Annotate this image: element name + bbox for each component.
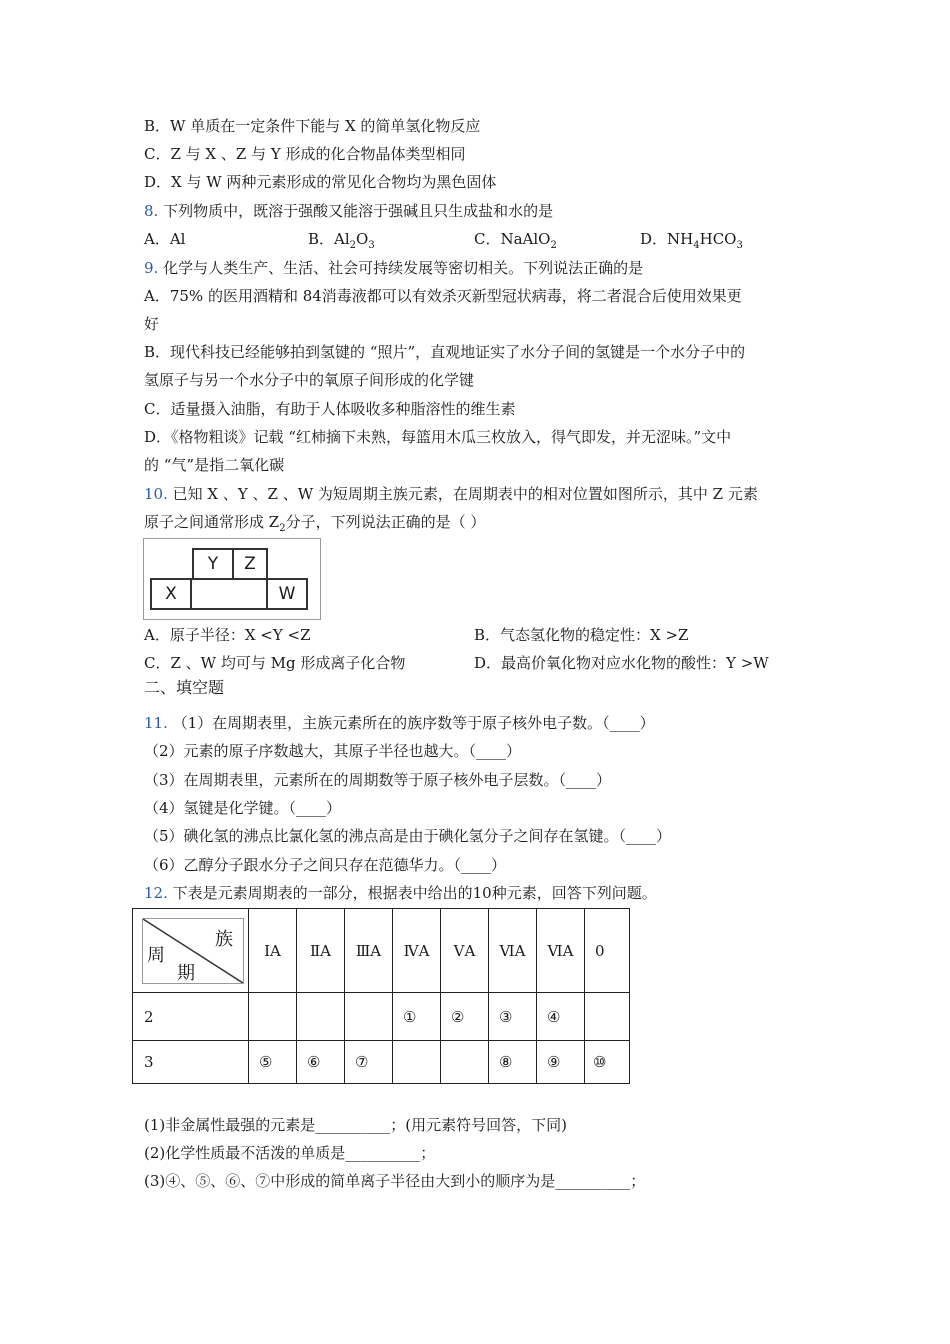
q9-option-b-line1: B．现代科技已经能够拍到氢键的 “照片”，直观地证实了水分子间的氢键是一个水分子中的 (144, 343, 746, 361)
q10-text: 已知 X 、Y 、Z 、W 为短周期主族元素，在周期表中的相对位置如图所示，其中 Z 元素 (167, 485, 758, 503)
q7-option-d: D．X 与 W 两种元素形成的常见化合物均为黑色固体 (144, 173, 497, 191)
q8-stem (144, 201, 553, 221)
q7-option-c: C．Z 与 X 、Z 与 Y 形成的化合物晶体类型相同 (144, 145, 466, 163)
q8-option-d: D．$NH_4HCO_3$ (640, 230, 743, 251)
row-period-3-label: 3 (133, 1041, 249, 1084)
q10-option-d: D．最高价氧化物对应水化物的酸性：Y >W (474, 654, 769, 672)
diagram-cell-w: W (266, 578, 308, 610)
table-corner-cell (133, 909, 249, 993)
table-cell: ① (393, 993, 441, 1041)
q12-text: 下表是元素周期表的一部分，根据表中给出的10种元素，回答下列问题。 (167, 884, 657, 902)
q10-option-c: C．Z 、W 均可与 Mg 形成离子化合物 (144, 654, 406, 672)
q11-item-1: 11. （1）在周期表里，主族元素所在的族序数等于原子核外电子数。（____） (144, 714, 655, 732)
q9-option-a-line1: A．75% 的医用酒精和 84消毒液都可以有效杀灭新型冠状病毒，将二者混合后使用效果更 (144, 287, 742, 305)
element-position-diagram (143, 538, 321, 620)
q10-number: 10. (144, 485, 168, 503)
table-cell (249, 993, 297, 1041)
header-group-4: ⅣA (393, 909, 441, 993)
q9-text: 化学与人类生产、生活、社会可持续发展等密切相关。下列说法正确的是 (158, 259, 644, 277)
q12-stem (144, 883, 657, 903)
q11-item-5: （5）碘化氢的沸点比氯化氢的沸点高是由于碘化氢分子之间存在氢键。（____） (144, 827, 672, 845)
q8-number: 8. (144, 202, 159, 220)
header-group-0: 0 (585, 909, 630, 993)
header-group-2: ⅡA (297, 909, 345, 993)
table-cell: ⑤ (249, 1041, 297, 1084)
q11-item-6: （6）乙醇分子跟水分子之间只存在范德华力。（____） (144, 856, 507, 874)
table-cell (393, 1041, 441, 1084)
diagram-cell-z: Z (232, 548, 268, 580)
periodic-table-fragment (132, 908, 630, 1084)
q9-number: 9. (144, 259, 159, 277)
table-cell (345, 993, 393, 1041)
corner-period-label: 周 (147, 945, 165, 966)
q10-stem-line2: 原子之间通常形成 $Z_2$分子，下列说法正确的是（ ） (144, 513, 486, 534)
table-cell: ⑦ (345, 1041, 393, 1084)
table-cell: ⑥ (297, 1041, 345, 1084)
table-cell: ⑩ (585, 1041, 630, 1084)
header-group-5: ⅤA (441, 909, 489, 993)
q9-option-c: C．适量摄入油脂，有助于人体吸收多种脂溶性的维生素 (144, 400, 516, 418)
table-cell (441, 1041, 489, 1084)
table-cell: ③ (489, 993, 537, 1041)
diagram-cell-y: Y (192, 548, 234, 580)
q11-number: 11. (144, 714, 168, 732)
q9-option-b-line2: 氢原子与另一个水分子中的氧原子间形成的化学键 (144, 371, 475, 389)
table-cell: ⑨ (537, 1041, 585, 1084)
row-period-2-label: 2 (133, 993, 249, 1041)
corner-group-label: 族 (215, 929, 233, 950)
header-group-7: ⅥA (537, 909, 585, 993)
q8-option-b: B．$Al_2O_3$ (308, 230, 375, 251)
table-cell (585, 993, 630, 1041)
q9-option-a-line2: 好 (144, 315, 160, 333)
q12-number: 12. (144, 884, 168, 902)
table-cell: ⑧ (489, 1041, 537, 1084)
table-cell (297, 993, 345, 1041)
table-cell: ② (441, 993, 489, 1041)
corner-diagonal-box (142, 918, 244, 984)
q11-item-4: （4）氢键是化学键。（____） (144, 799, 342, 817)
corner-period-label-2: 期 (177, 963, 195, 984)
q10-option-a: A．原子半径：X <Y <Z (144, 626, 311, 644)
header-group-1: ⅠA (249, 909, 297, 993)
section-fill-in-title: 二、填空题 (144, 678, 225, 697)
q12-sub-1: (1)非金属性最强的元素是__________；(用元素符号回答，下同) (144, 1116, 567, 1134)
q12-sub-2: (2)化学性质最不活泼的单质是__________； (144, 1144, 436, 1162)
q8-text: 下列物质中，既溶于强酸又能溶于强碱且只生成盐和水的是 (158, 202, 554, 220)
table-cell: ④ (537, 993, 585, 1041)
header-group-3: ⅢA (345, 909, 393, 993)
diagram-cell-x: X (150, 578, 192, 610)
q8-option-a: A．Al (144, 230, 186, 248)
diagram-bridge (190, 578, 268, 610)
q7-option-b: B．W 单质在一定条件下能与 X 的简单氢化物反应 (144, 117, 481, 135)
q8-option-c: C．NaAlO$_2$ (474, 230, 557, 251)
q9-stem (144, 258, 643, 278)
q10-stem-line1 (144, 484, 758, 504)
q9-option-d-line2: 的 “气”是指二氧化碳 (144, 456, 285, 474)
header-group-6: ⅥA (489, 909, 537, 993)
q11-item-3: （3）在周期表里，元素所在的周期数等于原子核外电子层数。（____） (144, 771, 612, 789)
q9-option-d-line1: D．《格物粗谈》记载 “红柿摘下未熟，每篮用木瓜三枚放入，得气即发，并无涩味。”文中 (144, 428, 732, 446)
q10-option-b: B．气态氢化物的稳定性：X >Z (474, 626, 689, 644)
q12-sub-3: (3)④、⑤、⑥、⑦中形成的简单离子半径由大到小的顺序为是__________； (144, 1172, 646, 1190)
q11-item-2: （2）元素的原子序数越大，其原子半径也越大。（____） (144, 742, 522, 760)
